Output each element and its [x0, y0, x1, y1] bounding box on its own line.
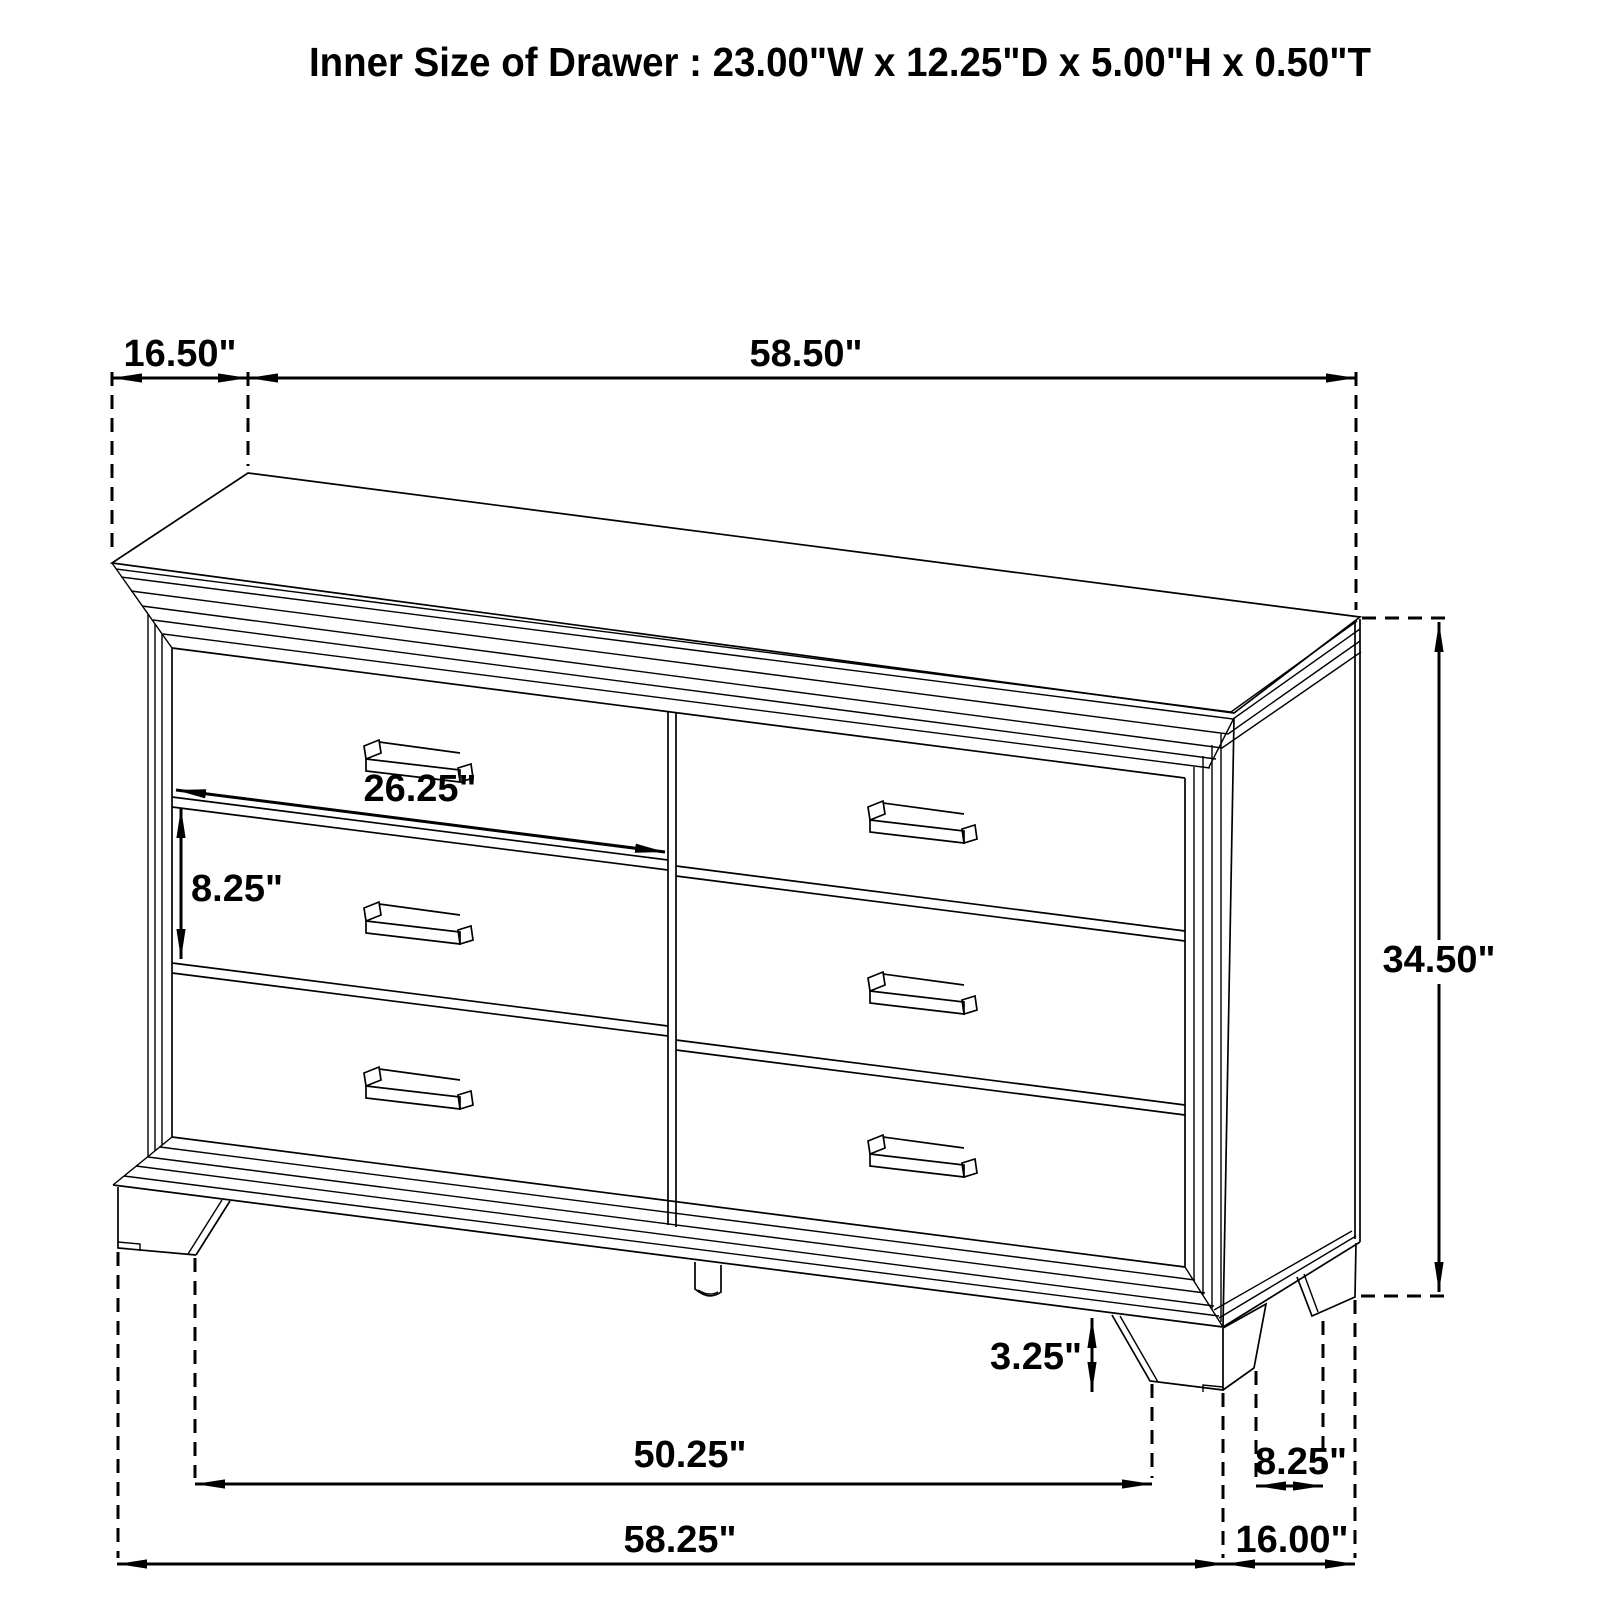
dresser-top-face	[112, 473, 1360, 713]
dim-label-base-depth: 16.00"	[1235, 1519, 1349, 1561]
dim-base-width	[117, 1252, 1225, 1564]
center-support-leg	[695, 1262, 721, 1296]
dim-label-drawer-width: 26.25"	[363, 768, 477, 810]
front-right-leg	[1112, 1304, 1266, 1392]
dresser-outline	[112, 473, 1361, 1392]
dim-label-leg-gap-side: 8.25"	[1255, 1441, 1347, 1483]
base-molding	[113, 1137, 1360, 1327]
dim-label-drawer-height: 8.25"	[191, 868, 283, 910]
dim-overall-height	[1361, 618, 1496, 1296]
diagram-title: Inner Size of Drawer : 23.00"W x 12.25"D x 5.00"H x 0.50"T	[309, 39, 1371, 85]
drawer-handle	[868, 972, 977, 1014]
dim-top-depth	[112, 333, 248, 556]
drawer-handle	[364, 1067, 473, 1109]
dim-label-leg-span-front: 50.25"	[633, 1434, 747, 1476]
drawer-handle	[868, 801, 977, 843]
dim-base-depth	[1225, 1300, 1355, 1564]
dim-label-overall-width: 58.50"	[749, 333, 863, 375]
dim-label-base-width: 58.25"	[623, 1519, 737, 1561]
right-frame-and-side	[1185, 619, 1360, 1327]
dim-label-leg-height: 3.25"	[990, 1336, 1082, 1378]
left-frame	[148, 614, 172, 1157]
drawer-handle	[364, 902, 473, 944]
dim-label-overall-height: 34.50"	[1382, 939, 1496, 981]
dim-leg-gap-side	[1255, 1321, 1347, 1486]
crown-molding	[112, 563, 1361, 768]
dim-leg-height	[990, 1318, 1092, 1392]
drawer-grid	[172, 648, 1185, 1267]
drawer-handle	[868, 1135, 977, 1177]
dim-label-top-depth: 16.50"	[123, 333, 237, 375]
dim-drawer-height	[181, 808, 283, 959]
dim-overall-width	[248, 333, 1356, 610]
